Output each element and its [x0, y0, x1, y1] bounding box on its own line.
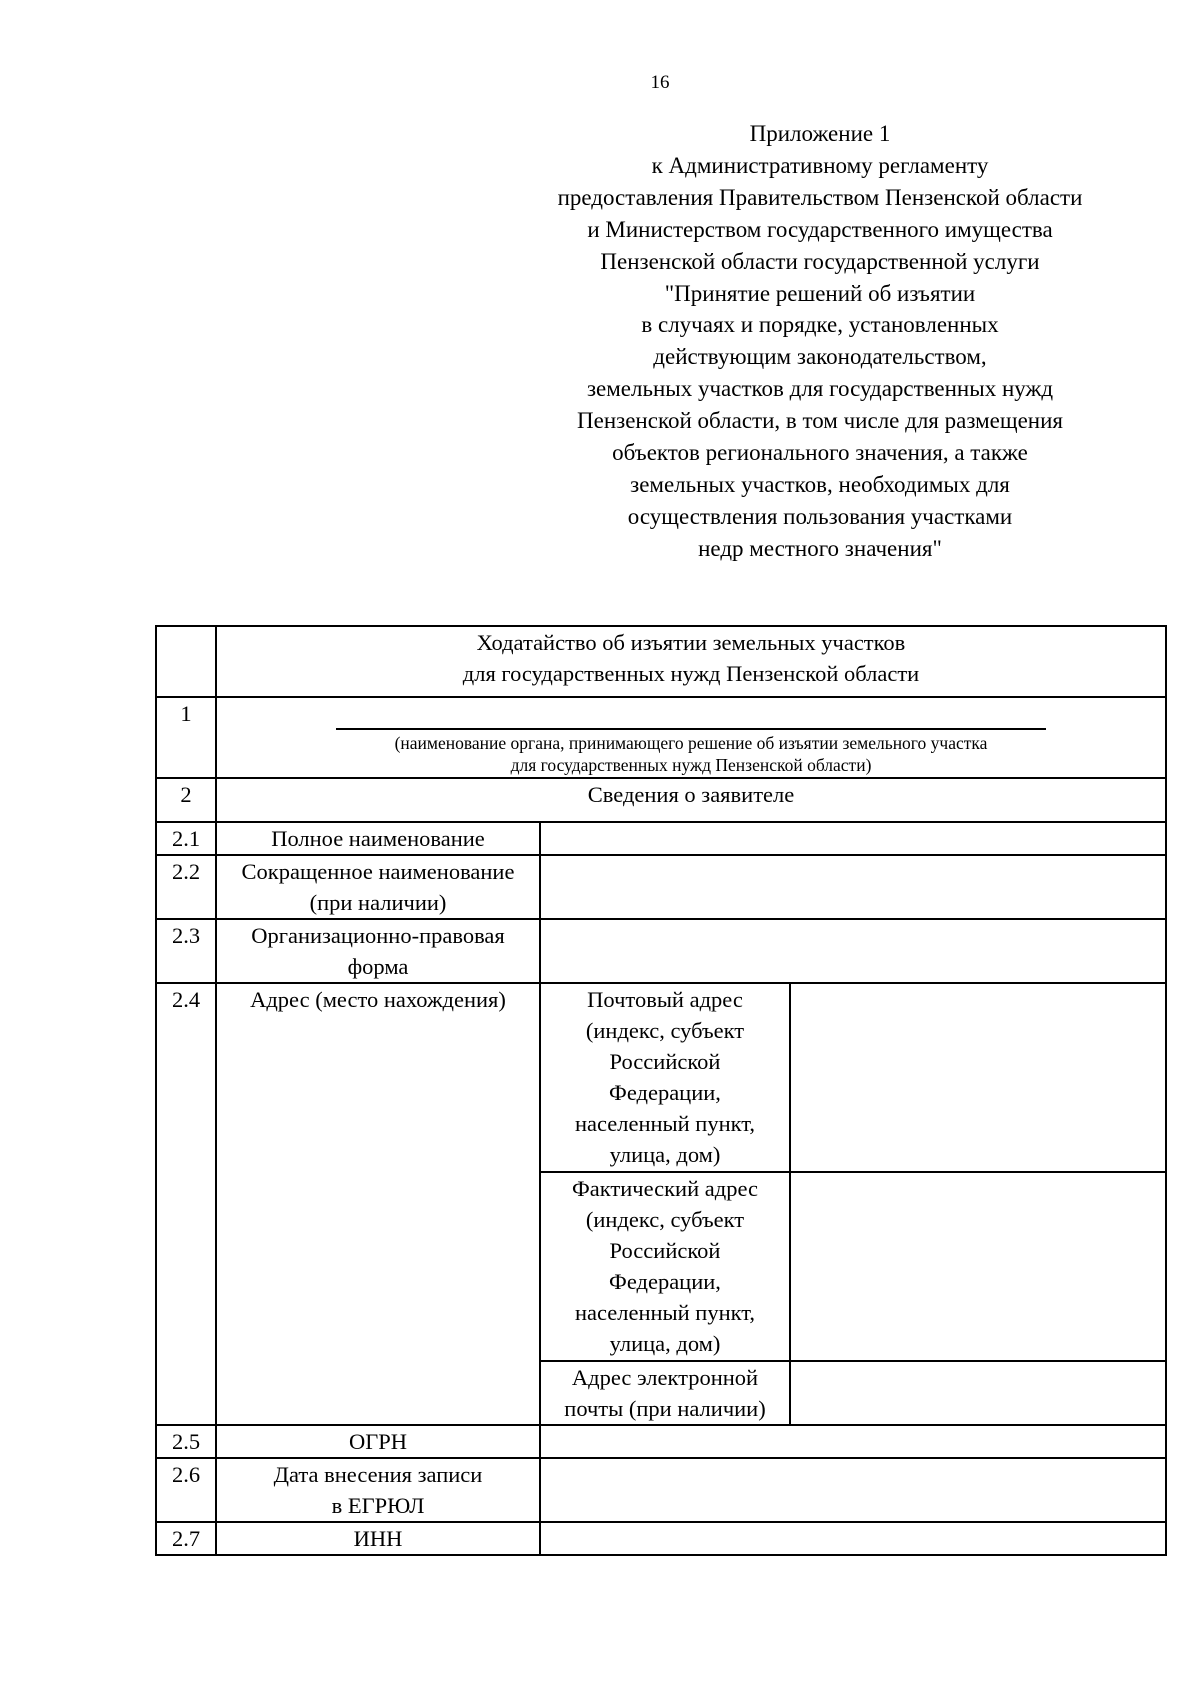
- form-title: [216, 626, 1166, 697]
- row-number: 2.1: [156, 822, 216, 855]
- postal-address-row: [156, 983, 1166, 1172]
- authority-row: [156, 697, 1166, 778]
- appendix-line: к Административному регламенту: [651, 152, 989, 178]
- full-name-field[interactable]: [540, 822, 1166, 855]
- legal-form-label: Организационно-правовая форма: [216, 919, 540, 983]
- row-number: 2.5: [156, 1425, 216, 1458]
- appendix-line: "Принятие решений об изъятии: [664, 280, 976, 306]
- form-title-line: Ходатайство об изъятии земельных участков: [476, 630, 906, 655]
- egrul-date-label: Дата внесения записи в ЕГРЮЛ: [216, 1458, 540, 1522]
- short-name-label: Сокращенное наименование (при наличии): [216, 855, 540, 919]
- row-number: 1: [156, 697, 216, 778]
- short-name-row: [156, 855, 1166, 919]
- ogrn-field[interactable]: [540, 1425, 1166, 1458]
- ogrn-label: ОГРН: [216, 1425, 540, 1458]
- row-number: 2.2: [156, 855, 216, 919]
- row-number: 2.4: [156, 983, 216, 1425]
- full-name-label: Полное наименование: [216, 822, 540, 855]
- appendix-line: недр местного значения": [698, 535, 942, 561]
- postal-address-field[interactable]: [790, 983, 1166, 1172]
- ogrn-row: [156, 1425, 1166, 1458]
- appendix-line: земельных участков, необходимых для: [630, 471, 1010, 497]
- inn-label: ИНН: [216, 1522, 540, 1555]
- actual-address-field[interactable]: [790, 1172, 1166, 1361]
- legal-form-row: [156, 919, 1166, 983]
- email-field[interactable]: [790, 1361, 1166, 1425]
- title-number-cell: [156, 626, 216, 697]
- row-number: 2.6: [156, 1458, 216, 1522]
- email-label: Адрес электронной почты (при наличии): [540, 1361, 790, 1425]
- row-number: 2.7: [156, 1522, 216, 1555]
- appendix-line: и Министерством государственного имущества: [587, 216, 1053, 242]
- authority-fill-line: [336, 728, 1046, 730]
- appendix-line: в случаях и порядке, установленных: [641, 312, 999, 338]
- petition-form-table: [155, 625, 1167, 1556]
- short-name-field[interactable]: [540, 855, 1166, 919]
- full-name-row: [156, 822, 1166, 855]
- appendix-line: Приложение 1: [749, 121, 891, 146]
- authority-caption: (наименование органа, принимающего решение об изъятии земельного участка для государственных нужд Пензенской области): [394, 733, 988, 775]
- postal-address-label: Почтовый адрес (индекс, субъект Российской Федерации, населенный пункт, улица, дом): [540, 983, 790, 1172]
- appendix-line: осуществления пользования участками: [627, 503, 1013, 529]
- actual-address-label: Фактический адрес (индекс, субъект Российской Федерации, населенный пункт, улица, дом): [540, 1172, 790, 1361]
- egrul-date-row: [156, 1458, 1166, 1522]
- form-title-row: [156, 626, 1166, 697]
- appendix-line: земельных участков для государственных нужд: [586, 376, 1054, 402]
- legal-form-field[interactable]: [540, 919, 1166, 983]
- authority-name-field[interactable]: [216, 697, 1166, 778]
- address-label: Адрес (место нахождения): [216, 983, 540, 1425]
- appendix-header: [520, 118, 1120, 565]
- page-number: 16: [650, 72, 670, 93]
- egrul-date-field[interactable]: [540, 1458, 1166, 1522]
- inn-row: [156, 1522, 1166, 1555]
- appendix-line: Пензенской области государственной услуги: [600, 248, 1040, 274]
- appendix-line: Пензенской области, в том числе для размещения: [577, 408, 1063, 434]
- applicant-section-heading: Сведения о заявителе: [216, 778, 1166, 822]
- appendix-line: предоставления Правительством Пензенской области: [557, 184, 1083, 210]
- applicant-section-row: [156, 778, 1166, 822]
- form-title-line: для государственных нужд Пензенской области: [462, 661, 920, 686]
- row-number: 2.3: [156, 919, 216, 983]
- appendix-line: объектов регионального значения, а также: [612, 440, 1028, 466]
- inn-field[interactable]: [540, 1522, 1166, 1555]
- row-number: 2: [156, 778, 216, 822]
- appendix-line: действующим законодательством,: [653, 344, 987, 370]
